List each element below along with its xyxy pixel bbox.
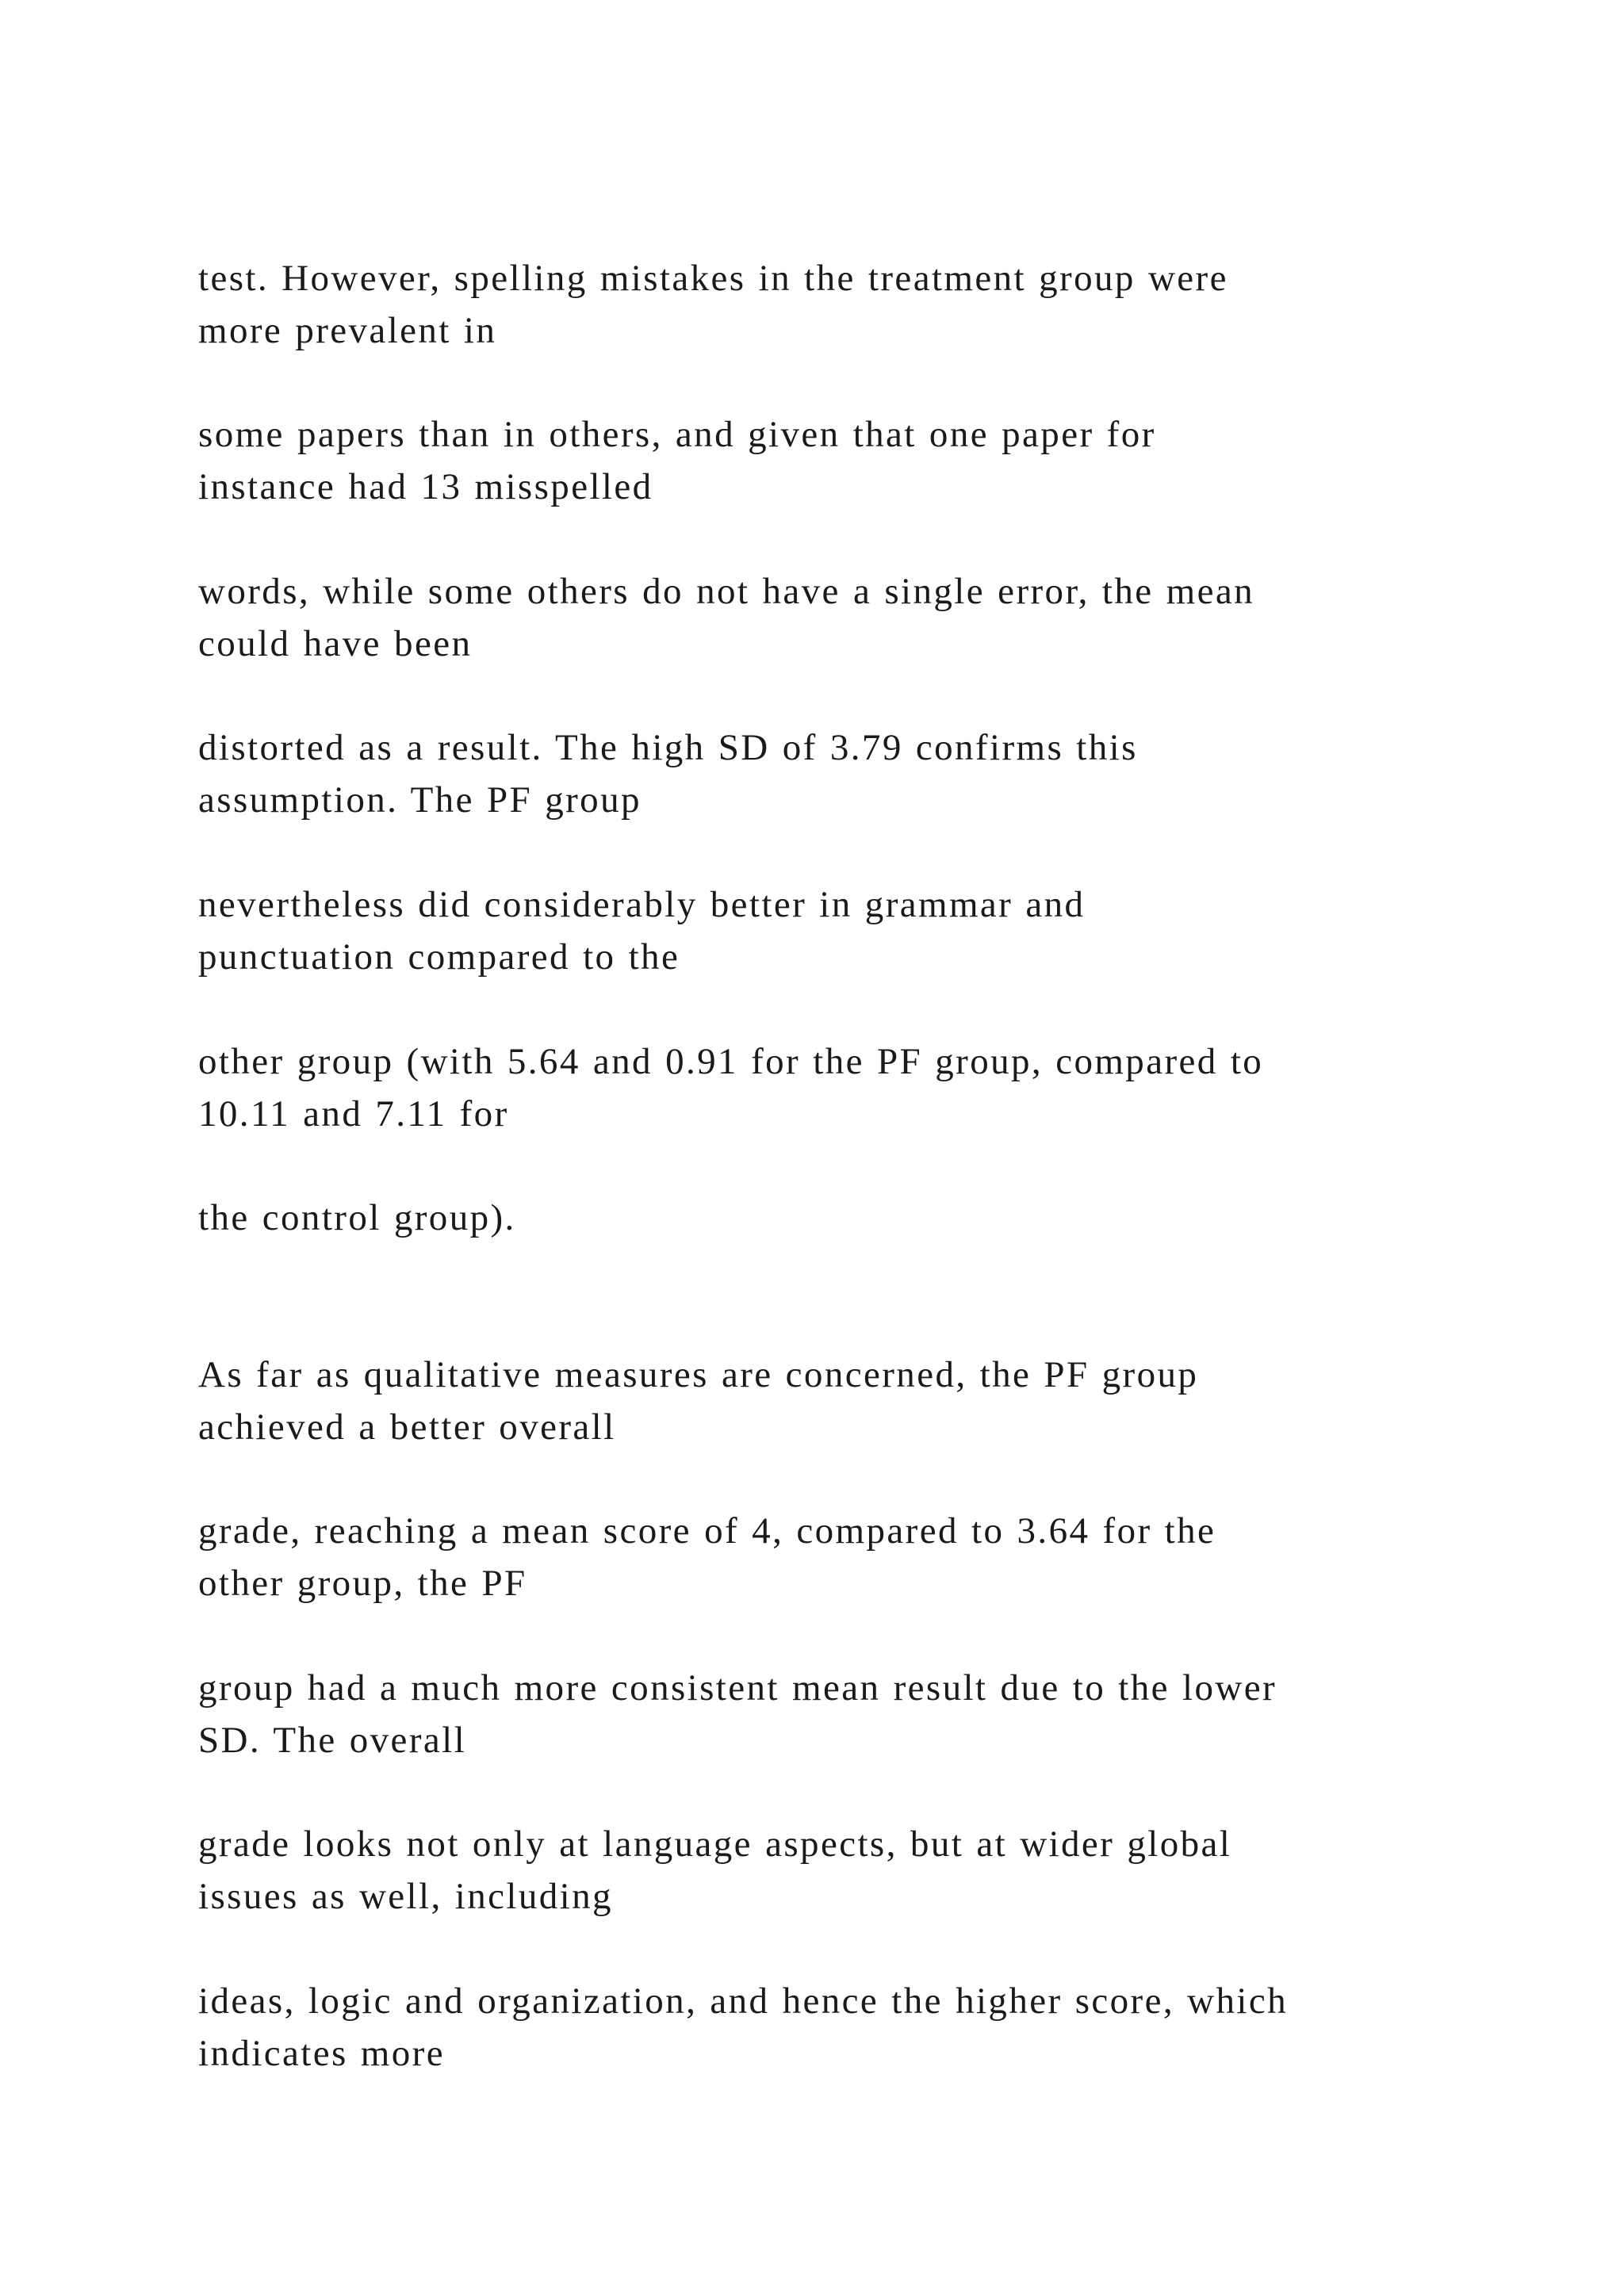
text-line: assumption. The PF group [198, 779, 642, 821]
text-block-10 [198, 1662, 1507, 1766]
text-block-9 [198, 1505, 1507, 1609]
text-block-2 [198, 408, 1507, 513]
text-line: As far as qualitative measures are concerned, the PF group [198, 1354, 1199, 1395]
text-block-1 [198, 252, 1507, 357]
text-line: ideas, logic and organization, and hence the higher score, which [198, 1980, 1289, 2022]
text-line: nevertheless did considerably better in grammar and [198, 884, 1086, 925]
text-line: the control group). [198, 1197, 516, 1238]
text-line: distorted as a result. The high SD of 3.79 confirms this [198, 727, 1138, 768]
text-block-4 [198, 721, 1507, 826]
text-line: issues as well, including [198, 1876, 613, 1917]
text-line: more prevalent in [198, 310, 497, 351]
text-block-3 [198, 565, 1507, 670]
text-line: indicates more [198, 2033, 445, 2074]
text-line: grade, reaching a mean score of 4, compared to 3.64 for the [198, 1510, 1216, 1552]
text-block-7 [198, 1192, 1507, 1244]
text-line: some papers than in others, and given that one paper for [198, 414, 1156, 455]
text-line: could have been [198, 623, 473, 664]
text-block-12 [198, 1975, 1507, 2080]
text-line: achieved a better overall [198, 1406, 616, 1448]
text-line: instance had 13 misspelled [198, 466, 653, 507]
text-line: other group, the PF [198, 1563, 527, 1604]
text-line: words, while some others do not have a single error, the mean [198, 571, 1255, 612]
text-block-11 [198, 1818, 1507, 1923]
text-line: grade looks not only at language aspects, but at wider global [198, 1823, 1232, 1865]
text-line: group had a much more consistent mean result due to the lower [198, 1667, 1277, 1709]
text-line: SD. The overall [198, 1720, 467, 1761]
text-block-8 [198, 1349, 1507, 1453]
text-line: punctuation compared to the [198, 936, 680, 978]
text-block-5 [198, 878, 1507, 983]
text-line: 10.11 and 7.11 for [198, 1093, 509, 1135]
text-block-6 [198, 1035, 1507, 1140]
text-line: other group (with 5.64 and 0.91 for the PF group, compared to [198, 1041, 1264, 1082]
text-line: test. However, spelling mistakes in the treatment group were [198, 258, 1228, 299]
